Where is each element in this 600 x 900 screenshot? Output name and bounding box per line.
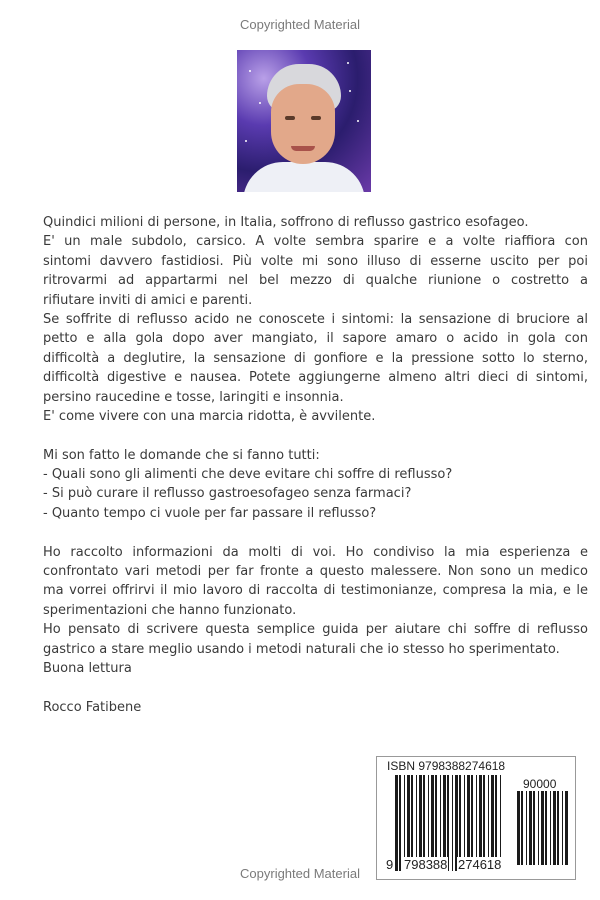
blank-line — [43, 426, 588, 445]
text-line: - Quanto tempo ci vuole per far passare il reflusso? — [43, 505, 377, 521]
barcode-bar — [395, 775, 398, 871]
text-line: confrontato vari metodi per far fronte a questo malessere. Non sono un medico — [43, 564, 588, 580]
barcode-bar — [533, 791, 535, 865]
barcode-bar — [553, 791, 556, 865]
text-line: Se soffrite di reflusso acido ne conoscete i sintomi: la sensazione di bruciore al — [43, 311, 588, 327]
text-line: ritrovarmi ad appartarmi nel bel mezzo di qualche riunione o costretto a — [43, 273, 588, 289]
barcode-price — [517, 791, 569, 865]
barcode-bar — [545, 791, 547, 865]
isbn-barcode — [376, 756, 576, 880]
text-line: gastrico a stare meglio usando i metodi naturali che io stesso ho sperimentato. — [43, 641, 560, 657]
text-line: E' un male subdolo, carsico. A volte sembra sparire e a volte riaffiora con — [43, 234, 588, 250]
text-line: Rocco Fatibene — [43, 699, 142, 715]
isbn-label: ISBN 9798388274618 — [387, 759, 506, 773]
price-code: 90000 — [523, 777, 557, 791]
text-line: petto e alla gola dopo aver mangiato, il sapore amaro o acido in gola con — [43, 331, 588, 347]
barcode-digits-group2: 274618 — [458, 857, 502, 872]
barcode-bar — [565, 791, 568, 865]
text-line: Quindici milioni di persone, in Italia, soffrono di reflusso gastrico esofageo. — [43, 215, 529, 230]
text-line: sintomi davvero fastidiosi. Più volte mi sono illuso di esserne uscito per poi — [43, 253, 588, 269]
barcode-bar — [538, 791, 539, 865]
barcode-bar — [541, 791, 544, 865]
text-line: difficoltà a deglutire, la sensazione di gonfiore e la pressione sotto lo sterno, — [43, 350, 588, 366]
copyright-watermark-bottom: Copyrighted Material — [240, 866, 360, 881]
barcode-bar — [557, 791, 559, 865]
text-line: Ho raccolto informazioni da molti di voi. Ho condiviso la mia esperienza e — [43, 544, 588, 560]
text-line: persino raucedine e tosse, laringiti e insonnia. — [43, 389, 344, 405]
barcode-bar — [526, 791, 527, 865]
text-line: - Quali sono gli alimenti che deve evitare chi soffre di reflusso? — [43, 467, 453, 483]
barcode-bar — [562, 791, 563, 865]
text-line: E' come vivere con una marcia ridotta, è avvilente. — [43, 408, 376, 424]
barcode-bar — [529, 791, 532, 865]
barcode-first-digit: 9 — [386, 857, 394, 872]
text-line: Buona lettura — [43, 660, 132, 676]
text-line: - Si può curare il reflusso gastroesofageo senza farmaci? — [43, 486, 412, 502]
blank-line — [43, 523, 588, 542]
copyright-watermark-top: Copyrighted Material — [240, 17, 360, 32]
blank-line — [43, 678, 588, 697]
barcode-bar — [521, 791, 523, 865]
barcode-bar — [399, 775, 401, 871]
text-line: Mi son fatto le domande che si fanno tutti: — [43, 447, 320, 463]
text-line: sperimentazioni che hanno funzionato. — [43, 602, 297, 618]
barcode-bar — [550, 791, 551, 865]
barcode-digits-group1: 798388 — [404, 857, 448, 872]
text-line: Ho pensato di scrivere questa semplice guida per aiutare chi soffre di reflusso — [43, 622, 588, 638]
author-photo — [237, 50, 371, 192]
barcode-bar — [452, 775, 453, 871]
text-line: difficoltà digestive e nausea. Potete aggiungerne almeno altri dieci di sintomi, — [43, 370, 588, 386]
back-cover-blurb — [43, 213, 588, 717]
text-line: rifiutare inviti di amici e parenti. — [43, 292, 253, 308]
text-line: ma vorrei offrirvi il mio lavoro di raccolta di testimonianze, compresa la mia, e le — [43, 583, 588, 599]
barcode-bar — [517, 791, 520, 865]
